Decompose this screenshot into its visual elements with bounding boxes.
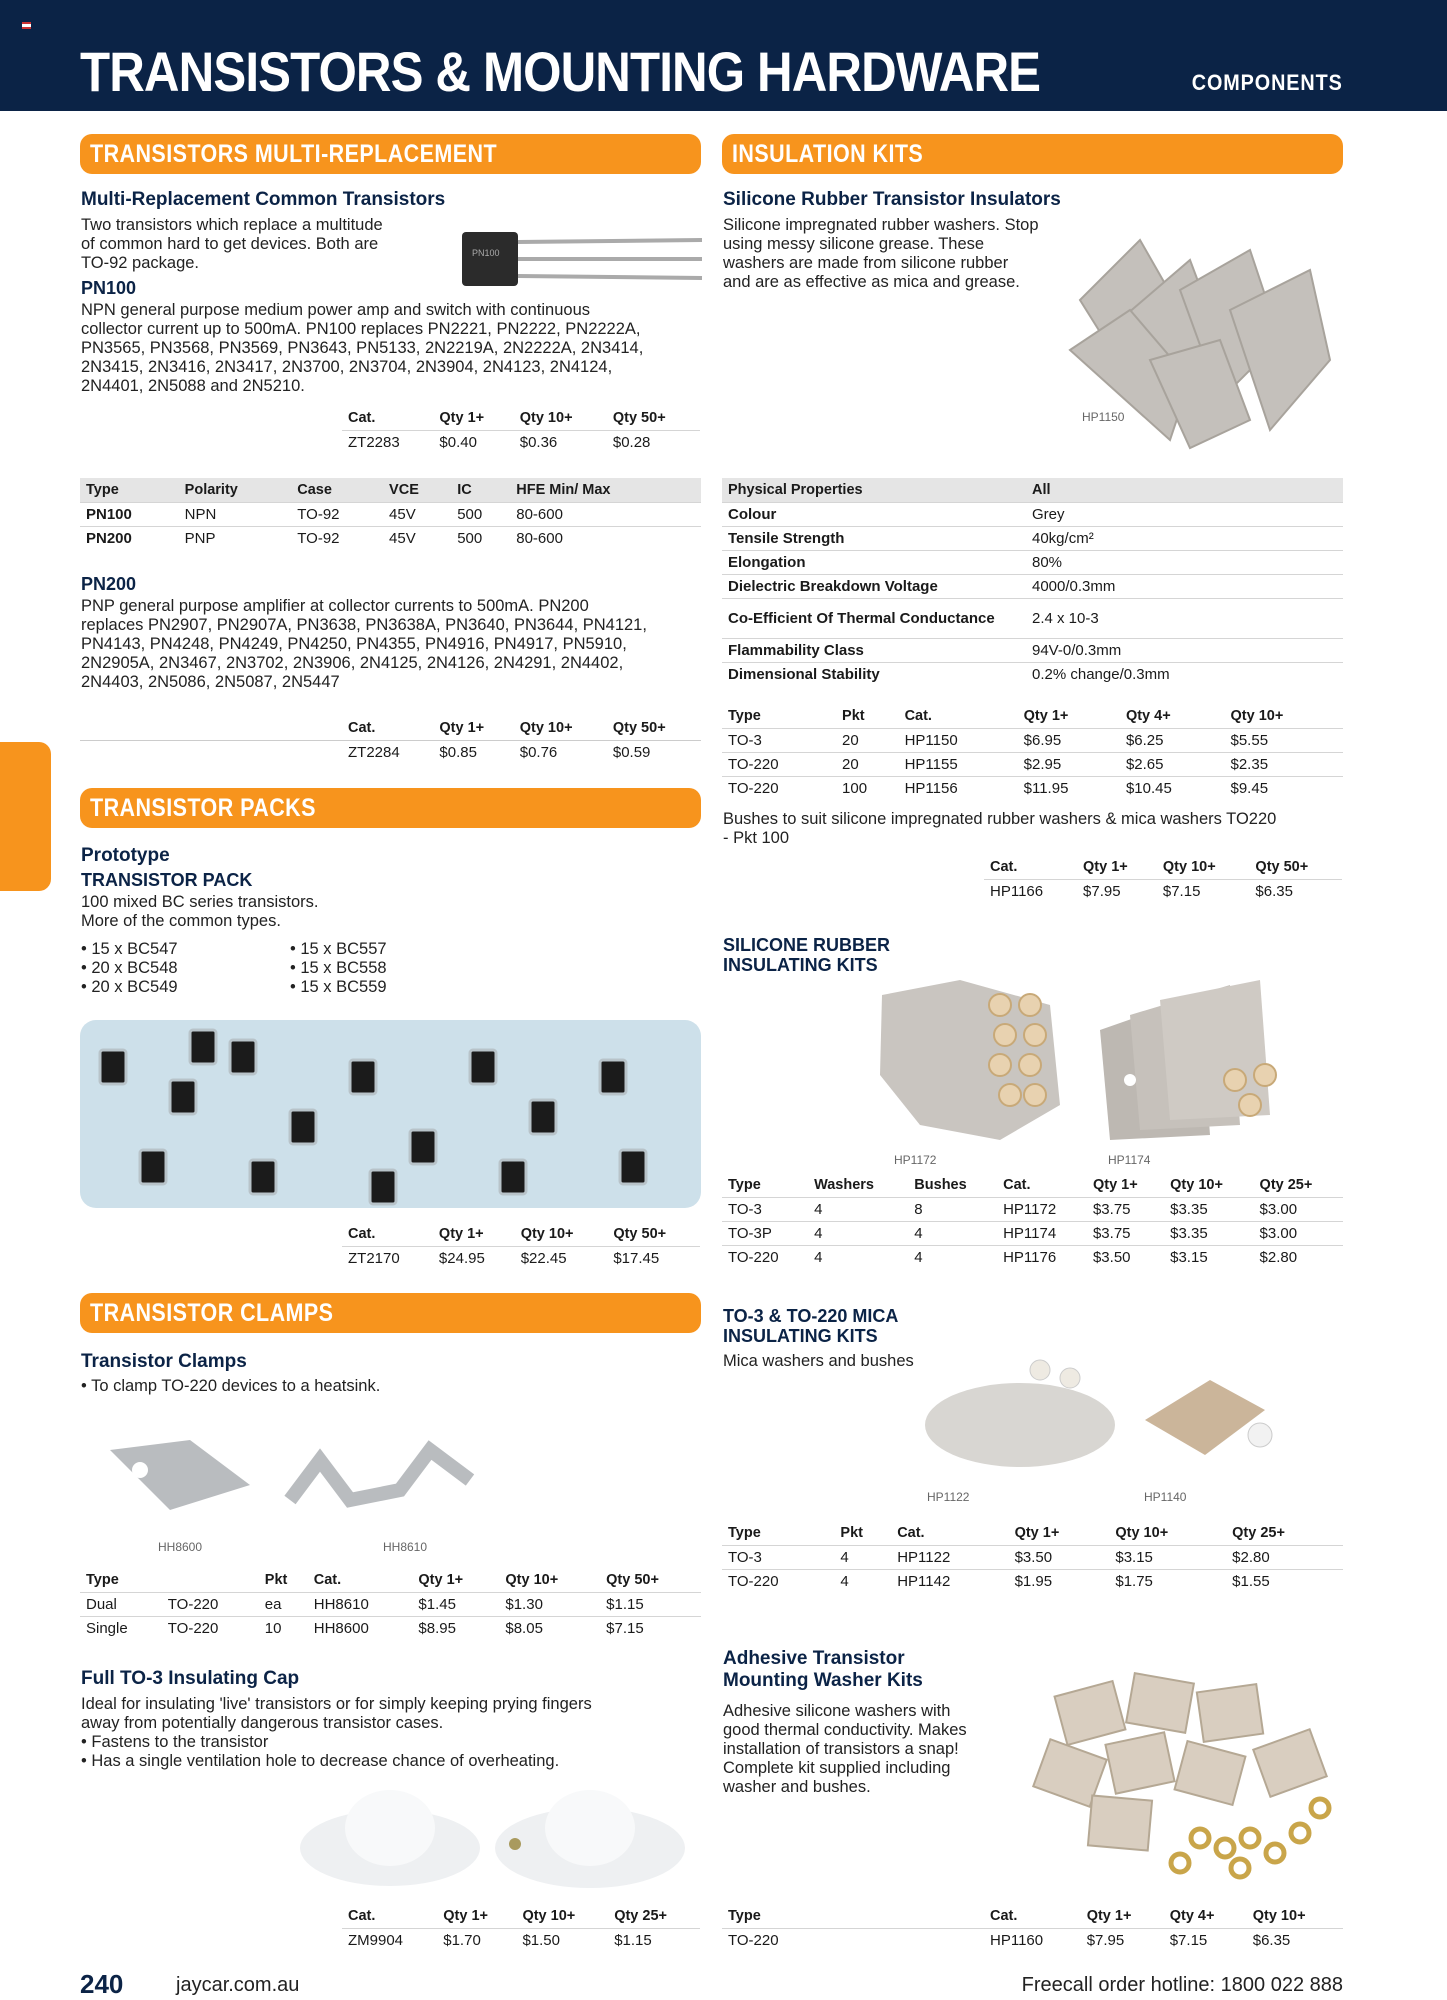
part-marking: PN100 (472, 248, 500, 258)
caption-hp1140: HP1140 (1144, 1490, 1187, 1504)
mica-title: TO-3 & TO-220 MICA INSULATING KITS (723, 1306, 899, 1346)
clamps-title: Transistor Clamps (81, 1351, 247, 1372)
price-table-zt2284: Cat. Qty 1+ Qty 10+ Qty 50+ ZT2284 $0.85 $0.76 $0.59 (342, 716, 700, 764)
hotline-text: Freecall order hotline: 1800 022 888 (1021, 1974, 1343, 1996)
pn200-description: PNP general purpose amplifier at collector currents to 500mA. PN200 replaces PN2907, PN2907A, PN3638, PN3638A, PN3640, PN3644, PN4121, PN4143, PN4248, PN4249, PN4250, PN4355, PN4916, PN4917, PN5910, 2N2905A, 2N3467, 2N3702, 2N3906, 2N4125, 2N4126, 2N4291, 2N4402, 2N4403, 2N5086, 2N5087, 2N5447 (81, 597, 647, 691)
cap-description: Ideal for insulating 'live' transistors or for simply keeping prying fingers away from potentially dangerous transistor cases. • Fastens to the transistor • Has a single ventilation hole to decrease chance of overheating. (81, 1695, 592, 1770)
multi-intro: Two transistors which replace a multitude of common hard to get devices. Both are TO-92 package. (81, 216, 383, 272)
kits-price-table: Type Washers Bushes Cat. Qty 1+ Qty 10+ Qty 25+ TO-3 4 8 HP1172 $3.75 $3.35 $3.00 TO-3P 4 4 HP1174 $3.75 $3.35 $3.00 TO-220 4 4 HP1176 $3.50 $3.15 $2.80 (722, 1173, 1343, 1269)
silicone-description: Silicone impregnated rubber washers. Stop using messy silicone grease. These washers are made from silicone rubber and are as effective as mica and grease. (723, 216, 1039, 291)
silicone-title: Silicone Rubber Transistor Insulators (723, 189, 1061, 210)
cap-title: Full TO-3 Insulating Cap (81, 1668, 300, 1689)
pack-title: Prototype (81, 845, 170, 866)
pack-bullets-left: • 15 x BC547 • 20 x BC548 • 20 x BC549 (81, 940, 178, 996)
clamps-description: • To clamp TO-220 devices to a heatsink. (81, 1377, 381, 1395)
silicone-kit-photo (880, 975, 1320, 1145)
mica-description: Mica washers and bushes (723, 1352, 914, 1370)
divider (80, 740, 701, 741)
bushes-description: Bushes to suit silicone impregnated rubber washers & mica washers TO220 - Pkt 100 (723, 810, 1277, 847)
multi-title: Multi-Replacement Common Transistors (81, 189, 446, 210)
caption-hp1150: HP1150 (1082, 410, 1125, 424)
mica-kit-photo (920, 1350, 1280, 1480)
adhesive-price-table: Type Cat. Qty 1+ Qty 4+ Qty 10+ TO-220 HP1160 $7.95 $7.15 $6.35 (722, 1904, 1343, 1952)
caption-hp1122: HP1122 (927, 1490, 970, 1504)
transistor-photo (460, 228, 705, 290)
page-number: 240 (80, 1969, 124, 1999)
caption-hp1172: HP1172 (894, 1153, 937, 1167)
clamps-price-table: Type Pkt Cat. Qty 1+ Qty 10+ Qty 50+ Dual TO-220 ea HH8610 $1.45 $1.30 $1.15 Single TO-220 10 HH8600 $8.95 $8.05 $7.15 (80, 1568, 701, 1640)
pn200-heading: PN200 (81, 574, 137, 594)
flag-icon (22, 22, 31, 29)
insulating-cap-photo (300, 1788, 690, 1898)
mica-price-table: Type Pkt Cat. Qty 1+ Qty 10+ Qty 25+ TO-3 4 HP1122 $3.50 $3.15 $2.80 TO-220 4 HP1142 $1.95 $1.75 $1.55 (722, 1521, 1343, 1593)
caption-hp1174: HP1174 (1108, 1153, 1151, 1167)
adhesive-title: Adhesive Transistor Mounting Washer Kits (723, 1648, 923, 1691)
transistor-pack-photo (80, 1020, 701, 1208)
section-bar-insulation: INSULATION KITS (722, 134, 1343, 174)
physical-properties-table: Physical Properties All Colour Grey Tensile Strength 40kg/cm² Elongation 80% Dielectric Breakdown Voltage 4000/0.3mm Co-Efficient Of Thermal Conductance 2.4 x 10-3 Flammability Class 94V-0/0.3mm Dimensional Stability 0.2% change/0.3mm (722, 478, 1343, 686)
transistor-spec-table: Type Polarity Case VCE IC HFE Min/ Max PN100 NPN TO-92 45V 500 80-600 PN200 PNP TO-92 45V 500 80-600 (80, 478, 701, 550)
price-table-zm9904: Cat. Qty 1+ Qty 10+ Qty 25+ ZM9904 $1.70 $1.50 $1.15 (342, 1904, 700, 1952)
pack-bullets-right: • 15 x BC557 • 15 x BC558 • 15 x BC559 (290, 940, 387, 996)
adhesive-washer-photo (1020, 1668, 1340, 1886)
clamp-photos (100, 1430, 520, 1540)
pack-description: 100 mixed BC series transistors. More of the common types. (81, 893, 319, 930)
caption-hh8600: HH8600 (158, 1540, 203, 1554)
pack-subtitle: TRANSISTOR PACK (81, 870, 253, 890)
section-bar-multi: TRANSISTORS MULTI-REPLACEMENT (80, 134, 701, 174)
pn100-heading: PN100 (81, 278, 137, 298)
pn100-description: NPN general purpose medium power amp and switch with continuous collector current up to 500mA. PN100 replaces PN2221, PN2222, PN2222A, PN3565, PN3568, PN3569, PN3643, PN5133, 2N2219A, 2N2222A, 2N3414, 2N3415, 2N3416, 2N3417, 2N3700, 2N3704, 2N3904, 2N4123, 2N4124, 2N4401, 2N5088 and 2N5210. (81, 301, 644, 395)
section-bar-clamps: TRANSISTOR CLAMPS (80, 1293, 701, 1333)
page-title: TRANSISTORS & MOUNTING HARDWARE (80, 40, 1041, 103)
side-tab (0, 742, 51, 891)
adhesive-description: Adhesive silicone washers with good thermal conductivity. Makes installation of transistors a snap! Complete kit supplied including washer and bushes. (723, 1702, 967, 1796)
price-table-hp1166: Cat. Qty 1+ Qty 10+ Qty 50+ HP1166 $7.95 $7.15 $6.35 (984, 855, 1342, 903)
price-table-zt2170: Cat. Qty 1+ Qty 10+ Qty 50+ ZT2170 $24.95 $22.45 $17.45 (342, 1222, 700, 1270)
silicone-price-table: Type Pkt Cat. Qty 1+ Qty 4+ Qty 10+ TO-3 20 HP1150 $6.95 $6.25 $5.55 TO-220 20 HP1155 $2.95 $2.65 $2.35 TO-220 100 HP1156 $11.95 $10.45 $9.45 (722, 704, 1343, 800)
kits-title: SILICONE RUBBER INSULATING KITS (723, 935, 891, 975)
caption-hh8610: HH8610 (383, 1540, 428, 1554)
price-table-zt2283: Cat. Qty 1+ Qty 10+ Qty 50+ ZT2283 $0.40 $0.36 $0.28 (342, 406, 700, 454)
website-link[interactable]: jaycar.com.au (176, 1974, 300, 1996)
category-label: COMPONENTS (1192, 70, 1343, 95)
section-bar-packs: TRANSISTOR PACKS (80, 788, 701, 828)
